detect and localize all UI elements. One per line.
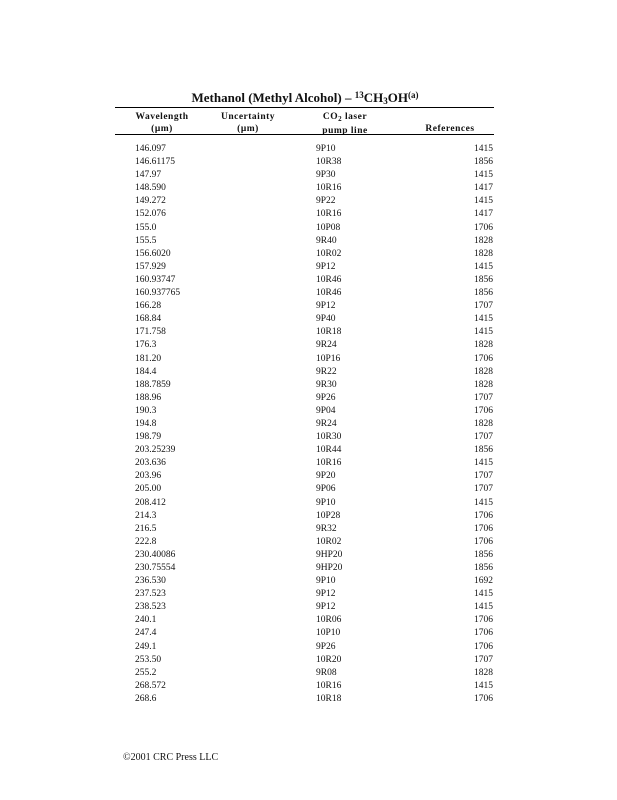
wavelength-cell: 184.4 xyxy=(135,366,157,377)
table-row xyxy=(0,536,617,549)
wavelength-cell: 155.5 xyxy=(135,235,157,246)
header-uncertainty: Uncertainty (μm) xyxy=(220,112,276,134)
reference-cell: 1706 xyxy=(474,628,493,639)
wavelength-cell: 160.937765 xyxy=(135,288,181,299)
table-header-rule xyxy=(115,134,494,135)
reference-cell: 1415 xyxy=(474,144,493,154)
wavelength-cell: 157.929 xyxy=(135,261,166,272)
table-row xyxy=(0,470,617,483)
pump-line-cell: 10R38 xyxy=(316,157,342,168)
wavelength-cell: 230.75554 xyxy=(135,563,176,573)
wavelength-cell: 198.79 xyxy=(135,432,162,443)
pump-line-cell: 10R18 xyxy=(316,693,342,704)
wavelength-cell: 194.8 xyxy=(135,418,157,429)
pump-line-cell: 9P04 xyxy=(316,405,336,416)
wavelength-cell: 176.3 xyxy=(135,340,157,351)
table-row xyxy=(0,248,617,261)
reference-cell: 1706 xyxy=(474,353,493,364)
wavelength-cell: 208.412 xyxy=(135,497,166,508)
reference-cell: 1828 xyxy=(474,340,493,351)
copyright-footer: ©2001 CRC Press LLC xyxy=(123,752,219,763)
pump-line-cell: 10P10 xyxy=(316,628,341,639)
data-table-body xyxy=(0,143,617,706)
reference-cell: 1707 xyxy=(474,432,493,443)
wavelength-cell: 222.8 xyxy=(135,536,157,547)
wavelength-cell: 253.50 xyxy=(135,654,162,665)
reference-cell: 1707 xyxy=(474,471,493,482)
reference-cell: 1828 xyxy=(474,366,493,377)
reference-cell: 1856 xyxy=(474,157,493,168)
pump-line-cell: 9R08 xyxy=(316,667,337,678)
table-row xyxy=(0,143,617,156)
wavelength-cell: 148.590 xyxy=(135,183,166,194)
table-row xyxy=(0,510,617,523)
wavelength-cell: 214.3 xyxy=(135,510,157,521)
reference-cell: 1856 xyxy=(474,563,493,573)
pump-line-cell: 10P08 xyxy=(316,222,341,233)
pump-line-cell: 9P12 xyxy=(316,301,336,312)
reference-cell: 1706 xyxy=(474,222,493,233)
pump-line-cell: 9R24 xyxy=(316,340,337,351)
header-wavelength: Wavelength (μm) xyxy=(135,112,189,134)
table-row xyxy=(0,274,617,287)
table-row xyxy=(0,339,617,352)
table-row xyxy=(0,182,617,195)
table-row xyxy=(0,392,617,405)
reference-cell: 1415 xyxy=(474,589,493,600)
reference-cell: 1415 xyxy=(474,196,493,207)
table-row xyxy=(0,680,617,693)
wavelength-cell: 268.6 xyxy=(135,693,157,704)
table-top-rule xyxy=(115,107,494,108)
table-row xyxy=(0,418,617,431)
pump-line-cell: 9P40 xyxy=(316,314,336,325)
wavelength-cell: 249.1 xyxy=(135,641,157,652)
pump-line-cell: 10R16 xyxy=(316,680,342,691)
table-row xyxy=(0,169,617,182)
wavelength-cell: 147.97 xyxy=(135,170,162,181)
reference-cell: 1706 xyxy=(474,615,493,626)
wavelength-cell: 203.636 xyxy=(135,458,166,469)
reference-cell: 1415 xyxy=(474,170,493,181)
table-row xyxy=(0,156,617,169)
page-title: Methanol (Methyl Alcohol) – $^{13}CH_3OH^{(a)}$ xyxy=(191,90,419,106)
reference-cell: 1706 xyxy=(474,510,493,521)
pump-line-cell: 9R30 xyxy=(316,379,337,390)
reference-cell: 1707 xyxy=(474,301,493,312)
reference-cell: 1706 xyxy=(474,405,493,416)
formula-subscript: 3 xyxy=(383,96,388,106)
pump-line-cell: 9P12 xyxy=(316,261,336,272)
table-row xyxy=(0,667,617,680)
table-row xyxy=(0,483,617,496)
reference-cell: 1828 xyxy=(474,667,493,678)
pump-line-cell: 9P06 xyxy=(316,484,336,495)
wavelength-cell: 203.25239 xyxy=(135,445,176,456)
wavelength-cell: 238.523 xyxy=(135,602,166,613)
pump-line-cell: 9R32 xyxy=(316,523,337,534)
pump-line-cell: 9P10 xyxy=(316,144,336,154)
table-row xyxy=(0,366,617,379)
reference-cell: 1828 xyxy=(474,248,493,259)
wavelength-cell: 171.758 xyxy=(135,327,166,338)
pump-line-cell: 10R18 xyxy=(316,327,342,338)
reference-cell: 1417 xyxy=(474,209,493,220)
table-row xyxy=(0,313,617,326)
pump-line-cell: 9R40 xyxy=(316,235,337,246)
title-footnote-marker: (a) xyxy=(407,90,419,100)
wavelength-cell: 188.96 xyxy=(135,392,162,403)
table-row xyxy=(0,457,617,470)
reference-cell: 1856 xyxy=(474,288,493,299)
pump-line-cell: 10R46 xyxy=(316,274,342,285)
table-row xyxy=(0,405,617,418)
pump-line-cell: 9R22 xyxy=(316,366,337,377)
wavelength-cell: 190.3 xyxy=(135,405,157,416)
reference-cell: 1692 xyxy=(474,576,493,587)
pump-line-cell: 9HP20 xyxy=(316,549,343,560)
pump-line-cell: 10R44 xyxy=(316,445,342,456)
wavelength-cell: 146.097 xyxy=(135,144,166,154)
reference-cell: 1415 xyxy=(474,314,493,325)
table-row xyxy=(0,195,617,208)
wavelength-cell: 230.40086 xyxy=(135,549,176,560)
wavelength-cell: 240.1 xyxy=(135,615,157,626)
table-row xyxy=(0,326,617,339)
table-row xyxy=(0,693,617,706)
table-row xyxy=(0,614,617,627)
reference-cell: 1415 xyxy=(474,327,493,338)
wavelength-cell: 146.61175 xyxy=(135,157,176,168)
pump-line-cell: 9HP20 xyxy=(316,563,343,573)
pump-line-cell: 9P26 xyxy=(316,641,336,652)
isotope-superscript: 13 xyxy=(354,90,364,100)
wavelength-cell: 160.93747 xyxy=(135,274,176,285)
reference-cell: 1706 xyxy=(474,536,493,547)
wavelength-cell: 255.2 xyxy=(135,667,157,678)
reference-cell: 1417 xyxy=(474,183,493,194)
wavelength-cell: 247.4 xyxy=(135,628,157,639)
wavelength-cell: 216.5 xyxy=(135,523,157,534)
pump-line-cell: 10P16 xyxy=(316,353,341,364)
header-references: References xyxy=(425,124,475,134)
wavelength-cell: 236.530 xyxy=(135,576,166,587)
pump-line-cell: 9P12 xyxy=(316,589,336,600)
pump-line-cell: 10P28 xyxy=(316,510,341,521)
table-row xyxy=(0,208,617,221)
pump-line-cell: 10R30 xyxy=(316,432,342,443)
reference-cell: 1856 xyxy=(474,549,493,560)
pump-line-cell: 9P26 xyxy=(316,392,336,403)
table-row xyxy=(0,562,617,575)
reference-cell: 1828 xyxy=(474,379,493,390)
reference-cell: 1706 xyxy=(474,641,493,652)
reference-cell: 1707 xyxy=(474,484,493,495)
reference-cell: 1828 xyxy=(474,418,493,429)
reference-cell: 1707 xyxy=(474,392,493,403)
reference-cell: 1415 xyxy=(474,458,493,469)
pump-line-cell: 10R02 xyxy=(316,248,342,259)
table-row xyxy=(0,523,617,536)
pump-line-cell: 10R16 xyxy=(316,209,342,220)
reference-cell: 1707 xyxy=(474,654,493,665)
wavelength-cell: 181.20 xyxy=(135,353,162,364)
pump-line-cell: 10R06 xyxy=(316,615,342,626)
table-row xyxy=(0,497,617,510)
pump-line-cell: 10R16 xyxy=(316,458,342,469)
pump-line-cell: 9P30 xyxy=(316,170,336,181)
wavelength-cell: 203.96 xyxy=(135,471,162,482)
table-row xyxy=(0,641,617,654)
pump-line-cell: 9P20 xyxy=(316,471,336,482)
table-row xyxy=(0,222,617,235)
wavelength-cell: 188.7859 xyxy=(135,379,171,390)
table-row xyxy=(0,235,617,248)
reference-cell: 1415 xyxy=(474,680,493,691)
reference-cell: 1415 xyxy=(474,497,493,508)
table-row xyxy=(0,431,617,444)
table-row xyxy=(0,575,617,588)
pump-line-cell: 10R46 xyxy=(316,288,342,299)
wavelength-cell: 149.272 xyxy=(135,196,166,207)
table-row xyxy=(0,287,617,300)
pump-line-cell: 10R02 xyxy=(316,536,342,547)
reference-cell: 1828 xyxy=(474,235,493,246)
wavelength-cell: 166.28 xyxy=(135,301,162,312)
pump-line-cell: 9P10 xyxy=(316,576,336,587)
pump-line-cell: 10R16 xyxy=(316,183,342,194)
wavelength-cell: 237.523 xyxy=(135,589,166,600)
pump-line-cell: 9R24 xyxy=(316,418,337,429)
reference-cell: 1856 xyxy=(474,445,493,456)
wavelength-cell: 168.84 xyxy=(135,314,162,325)
header-pump-line: $CO_2$ laser pump line xyxy=(322,112,368,136)
wavelength-cell: 156.6020 xyxy=(135,248,171,259)
wavelength-cell: 205.00 xyxy=(135,484,162,495)
table-row xyxy=(0,379,617,392)
pump-line-cell: 10R20 xyxy=(316,654,342,665)
wavelength-cell: 152.076 xyxy=(135,209,166,220)
table-row xyxy=(0,654,617,667)
table-row xyxy=(0,444,617,457)
reference-cell: 1706 xyxy=(474,693,493,704)
pump-line-cell: 9P10 xyxy=(316,497,336,508)
wavelength-cell: 268.572 xyxy=(135,680,166,691)
pump-line-cell: 9P22 xyxy=(316,196,336,207)
table-row xyxy=(0,353,617,366)
reference-cell: 1856 xyxy=(474,274,493,285)
table-row xyxy=(0,601,617,614)
wavelength-cell: 155.0 xyxy=(135,222,157,233)
table-row xyxy=(0,261,617,274)
reference-cell: 1706 xyxy=(474,523,493,534)
table-row xyxy=(0,300,617,313)
pump-line-cell: 9P12 xyxy=(316,602,336,613)
table-row xyxy=(0,627,617,640)
reference-cell: 1415 xyxy=(474,602,493,613)
table-row xyxy=(0,549,617,562)
reference-cell: 1415 xyxy=(474,261,493,272)
table-row xyxy=(0,588,617,601)
